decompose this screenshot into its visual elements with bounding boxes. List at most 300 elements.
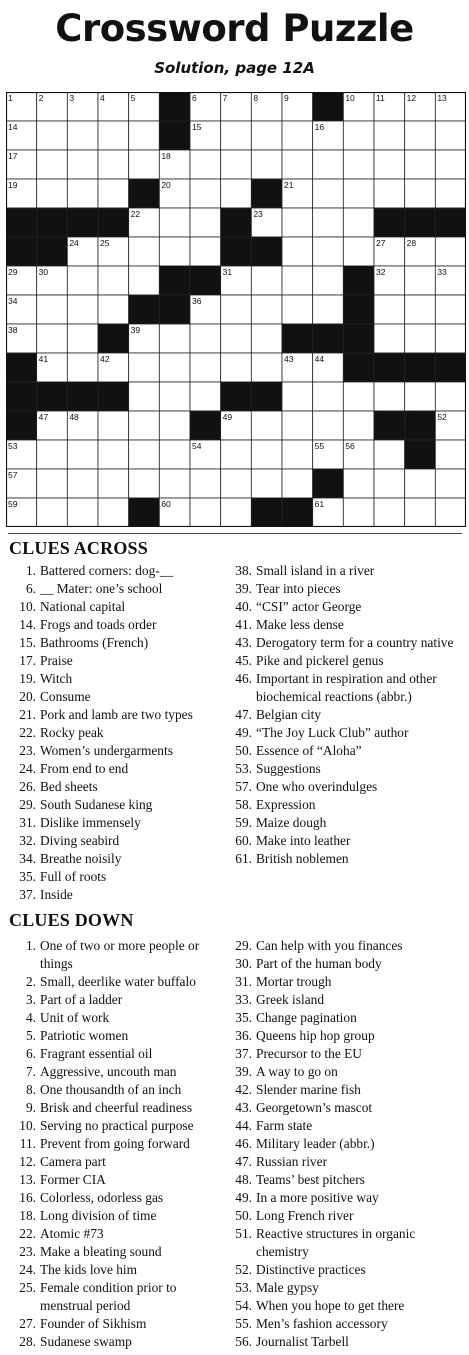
clue-text: Frogs and toads order bbox=[40, 617, 157, 632]
clue-item bbox=[226, 991, 466, 1009]
clue-text: Women’s undergarments bbox=[40, 743, 173, 758]
clue-item bbox=[0, 1333, 232, 1351]
grid-cell[interactable] bbox=[67, 121, 98, 150]
clue-number: 16. bbox=[19, 1190, 36, 1205]
grid-cell[interactable] bbox=[343, 498, 374, 527]
grid-cell[interactable] bbox=[405, 121, 436, 150]
clue-item bbox=[0, 1117, 232, 1135]
grid-cell[interactable] bbox=[374, 498, 405, 527]
cell-number: 40 bbox=[345, 325, 355, 335]
clue-number: 40. bbox=[235, 599, 252, 614]
clue-text: From end to end bbox=[40, 761, 129, 776]
grid-cell[interactable] bbox=[129, 121, 160, 150]
clue-item bbox=[0, 1063, 232, 1081]
grid-block bbox=[405, 440, 436, 469]
grid-cell[interactable] bbox=[282, 208, 313, 237]
grid-cell[interactable] bbox=[435, 440, 466, 469]
grid-cell[interactable] bbox=[251, 353, 282, 382]
clue-number: 20. bbox=[19, 689, 36, 704]
clue-item bbox=[0, 1099, 232, 1117]
clue-item bbox=[226, 796, 466, 814]
clue-number: 1. bbox=[25, 563, 36, 578]
grid-cell[interactable] bbox=[313, 266, 344, 295]
grid-cell[interactable] bbox=[98, 498, 129, 527]
cell-number: 9 bbox=[284, 93, 289, 103]
clue-text: Make into leather bbox=[256, 833, 351, 848]
grid-cell[interactable] bbox=[159, 208, 190, 237]
grid-block bbox=[343, 353, 374, 382]
clue-text: Founder of Sikhism bbox=[40, 1316, 147, 1331]
cell-number: 43 bbox=[284, 354, 294, 364]
grid-cell[interactable] bbox=[37, 121, 68, 150]
grid-cell[interactable] bbox=[282, 150, 313, 179]
grid-cell[interactable] bbox=[129, 150, 160, 179]
clue-item bbox=[226, 1297, 466, 1315]
clue-item bbox=[0, 1315, 232, 1333]
clue-number: 56. bbox=[235, 1334, 252, 1349]
clue-item bbox=[0, 1171, 232, 1189]
grid-cell[interactable] bbox=[67, 295, 98, 324]
clue-number: 27. bbox=[19, 1316, 36, 1331]
clue-text: “The Joy Luck Club” author bbox=[256, 725, 409, 740]
grid-cell[interactable] bbox=[159, 411, 190, 440]
clue-item bbox=[0, 598, 232, 616]
grid-block bbox=[159, 92, 190, 121]
grid-cell[interactable] bbox=[405, 382, 436, 411]
grid-cell[interactable] bbox=[67, 469, 98, 498]
grid-cell[interactable] bbox=[221, 295, 252, 324]
grid-cell[interactable] bbox=[374, 295, 405, 324]
cell-number: 46 bbox=[253, 383, 263, 393]
cell-number: 45 bbox=[100, 383, 110, 393]
grid-block bbox=[374, 353, 405, 382]
grid-cell[interactable] bbox=[435, 121, 466, 150]
grid-cell[interactable] bbox=[221, 469, 252, 498]
clue-text: Maize dough bbox=[256, 815, 327, 830]
grid-cell[interactable] bbox=[67, 150, 98, 179]
grid-block bbox=[251, 498, 282, 527]
grid-cell[interactable] bbox=[190, 208, 221, 237]
grid-cell[interactable] bbox=[313, 382, 344, 411]
grid-cell[interactable] bbox=[67, 440, 98, 469]
grid-cell[interactable] bbox=[67, 324, 98, 353]
grid-cell[interactable] bbox=[159, 353, 190, 382]
grid-cell[interactable] bbox=[190, 353, 221, 382]
clue-number: 53. bbox=[235, 761, 252, 776]
clue-number: 47. bbox=[235, 1154, 252, 1169]
clue-item bbox=[226, 778, 466, 796]
grid-cell[interactable] bbox=[435, 498, 466, 527]
crossword-grid[interactable] bbox=[6, 92, 466, 527]
grid-block bbox=[159, 266, 190, 295]
grid-cell[interactable] bbox=[190, 324, 221, 353]
clue-item bbox=[226, 580, 466, 598]
clue-number: 26. bbox=[19, 779, 36, 794]
clue-item bbox=[226, 652, 466, 670]
grid-block bbox=[129, 295, 160, 324]
cell-number: 36 bbox=[192, 296, 202, 306]
cell-number: 3 bbox=[69, 93, 75, 103]
grid-cell[interactable] bbox=[251, 469, 282, 498]
grid-cell[interactable] bbox=[190, 179, 221, 208]
clue-text: Distinctive practices bbox=[256, 1262, 366, 1277]
grid-cell[interactable] bbox=[313, 411, 344, 440]
grid-block bbox=[190, 411, 221, 440]
grid-cell[interactable] bbox=[374, 324, 405, 353]
grid-cell[interactable] bbox=[282, 469, 313, 498]
clue-text: A way to go on bbox=[256, 1064, 338, 1079]
clue-number: 46. bbox=[235, 671, 252, 686]
grid-block bbox=[313, 92, 344, 121]
grid-cell[interactable] bbox=[221, 150, 252, 179]
grid-cell[interactable] bbox=[405, 324, 436, 353]
cell-number: 14 bbox=[8, 122, 18, 132]
cell-number: 33 bbox=[437, 267, 447, 277]
grid-cell[interactable] bbox=[98, 150, 129, 179]
grid-block bbox=[6, 353, 37, 382]
clue-item bbox=[226, 634, 466, 652]
grid-cell[interactable] bbox=[67, 179, 98, 208]
clue-number: 10. bbox=[19, 599, 36, 614]
grid-cell[interactable] bbox=[221, 324, 252, 353]
clue-text: Small island in a river bbox=[256, 563, 375, 578]
clue-text: Essence of “Aloha” bbox=[256, 743, 362, 758]
cell-number: 24 bbox=[69, 238, 79, 248]
grid-block bbox=[6, 411, 37, 440]
grid-cell[interactable] bbox=[129, 469, 160, 498]
grid-cell[interactable] bbox=[313, 208, 344, 237]
grid-block bbox=[37, 208, 68, 237]
grid-block bbox=[67, 208, 98, 237]
clue-item bbox=[0, 562, 232, 580]
clue-item bbox=[226, 616, 466, 634]
clue-text: In a more positive way bbox=[256, 1190, 379, 1205]
clue-number: 37. bbox=[235, 1046, 252, 1061]
grid-cell[interactable] bbox=[98, 266, 129, 295]
clue-item bbox=[226, 1261, 466, 1279]
grid-cell[interactable] bbox=[313, 237, 344, 266]
clue-number: 50. bbox=[235, 1208, 252, 1223]
grid-cell[interactable] bbox=[405, 150, 436, 179]
clue-item bbox=[226, 562, 466, 580]
clue-text: British noblemen bbox=[256, 851, 349, 866]
grid-block bbox=[435, 353, 466, 382]
clue-number: 55. bbox=[235, 1316, 252, 1331]
grid-cell[interactable] bbox=[221, 121, 252, 150]
grid-block bbox=[435, 208, 466, 237]
clue-item bbox=[0, 1135, 232, 1153]
clue-item bbox=[226, 1171, 466, 1189]
cell-number: 13 bbox=[437, 93, 447, 103]
cell-number: 55 bbox=[314, 441, 325, 451]
grid-cell[interactable] bbox=[129, 411, 160, 440]
grid-cell[interactable] bbox=[221, 179, 252, 208]
clue-number: 12. bbox=[19, 1154, 36, 1169]
grid-cell[interactable] bbox=[374, 179, 405, 208]
clue-text: Part of the human body bbox=[256, 956, 382, 971]
cell-number: 35 bbox=[161, 296, 171, 306]
clue-item bbox=[226, 1207, 466, 1225]
clue-number: 13. bbox=[19, 1172, 36, 1187]
grid-cell[interactable] bbox=[282, 266, 313, 295]
grid-cell[interactable] bbox=[98, 411, 129, 440]
clue-text: Atomic #73 bbox=[40, 1226, 104, 1241]
clue-number: 39. bbox=[235, 1064, 252, 1079]
grid-block bbox=[129, 498, 160, 527]
grid-cell[interactable] bbox=[190, 237, 221, 266]
cell-number: 52 bbox=[437, 412, 447, 422]
grid-cell[interactable] bbox=[159, 324, 190, 353]
clue-text: One who overindulges bbox=[256, 779, 378, 794]
clue-item bbox=[0, 886, 232, 904]
grid-cell[interactable] bbox=[405, 469, 436, 498]
grid-cell[interactable] bbox=[98, 295, 129, 324]
clue-item bbox=[226, 1099, 466, 1117]
grid-block bbox=[221, 208, 252, 237]
grid-block bbox=[67, 382, 98, 411]
grid-cell[interactable] bbox=[190, 382, 221, 411]
clue-number: 39. bbox=[235, 581, 252, 596]
grid-cell[interactable] bbox=[343, 469, 374, 498]
clue-text: Men’s fashion accessory bbox=[256, 1316, 388, 1331]
grid-cell[interactable] bbox=[251, 295, 282, 324]
grid-cell[interactable] bbox=[343, 382, 374, 411]
cell-number: 41 bbox=[38, 354, 49, 364]
cell-number: 51 bbox=[406, 412, 417, 422]
grid-cell[interactable] bbox=[435, 469, 466, 498]
clue-item bbox=[226, 724, 466, 742]
grid-block bbox=[190, 266, 221, 295]
clue-text: Precursor to the EU bbox=[256, 1046, 362, 1061]
grid-cell[interactable] bbox=[159, 237, 190, 266]
grid-cell[interactable] bbox=[37, 150, 68, 179]
grid-cell[interactable] bbox=[190, 469, 221, 498]
grid-cell[interactable] bbox=[37, 324, 68, 353]
grid-cell[interactable] bbox=[251, 411, 282, 440]
clue-number: 24. bbox=[19, 1262, 36, 1277]
across-clues-column-2 bbox=[226, 562, 466, 868]
clue-number: 6. bbox=[25, 581, 36, 596]
grid-cell[interactable] bbox=[282, 121, 313, 150]
clue-text: “CSI” actor George bbox=[256, 599, 362, 614]
grid-cell[interactable] bbox=[190, 498, 221, 527]
grid-cell[interactable] bbox=[98, 121, 129, 150]
clue-text: Witch bbox=[40, 671, 73, 686]
clue-number: 53. bbox=[235, 1280, 252, 1295]
clue-text: Prevent from going forward bbox=[40, 1136, 190, 1151]
grid-block bbox=[159, 121, 190, 150]
grid-cell[interactable] bbox=[251, 266, 282, 295]
clue-item bbox=[0, 991, 232, 1009]
grid-cell[interactable] bbox=[159, 382, 190, 411]
grid-cell[interactable] bbox=[282, 440, 313, 469]
grid-block bbox=[6, 208, 37, 237]
clue-text: Georgetown’s mascot bbox=[256, 1100, 373, 1115]
clue-number: 52. bbox=[235, 1262, 252, 1277]
grid-cell[interactable] bbox=[98, 440, 129, 469]
grid-cell[interactable] bbox=[159, 469, 190, 498]
grid-cell[interactable] bbox=[343, 208, 374, 237]
clue-item bbox=[226, 1189, 466, 1207]
clue-number: 59. bbox=[235, 815, 252, 830]
clue-item bbox=[0, 688, 232, 706]
cell-number: 20 bbox=[161, 180, 171, 190]
cell-number: 19 bbox=[8, 180, 18, 190]
grid-cell[interactable] bbox=[129, 266, 160, 295]
clue-number: 58. bbox=[235, 797, 252, 812]
clue-item bbox=[226, 832, 466, 850]
clue-number: 60. bbox=[235, 833, 252, 848]
grid-cell[interactable] bbox=[221, 353, 252, 382]
cell-number: 56 bbox=[345, 441, 355, 451]
grid-cell[interactable] bbox=[313, 150, 344, 179]
clue-number: 14. bbox=[19, 617, 36, 632]
clue-number: 8. bbox=[25, 1082, 36, 1097]
cell-number: 38 bbox=[8, 325, 18, 335]
clue-text: Mortar trough bbox=[256, 974, 332, 989]
grid-cell[interactable] bbox=[343, 121, 374, 150]
grid-cell[interactable] bbox=[37, 469, 68, 498]
grid-cell[interactable] bbox=[374, 440, 405, 469]
grid-cell[interactable] bbox=[374, 382, 405, 411]
clue-text: Belgian city bbox=[256, 707, 322, 722]
clue-number: 51. bbox=[235, 1226, 252, 1241]
cell-number: 10 bbox=[345, 93, 355, 103]
grid-cell[interactable] bbox=[313, 179, 344, 208]
grid-cell[interactable] bbox=[435, 179, 466, 208]
cell-number: 8 bbox=[253, 93, 259, 103]
grid-cell[interactable] bbox=[405, 266, 436, 295]
clue-number: 24. bbox=[19, 761, 36, 776]
clue-item bbox=[226, 706, 466, 724]
grid-cell[interactable] bbox=[190, 150, 221, 179]
grid-cell[interactable] bbox=[435, 324, 466, 353]
clue-text: Farm state bbox=[256, 1118, 313, 1133]
clue-number: 43. bbox=[235, 635, 252, 650]
grid-cell[interactable] bbox=[129, 382, 160, 411]
grid-cell[interactable] bbox=[37, 295, 68, 324]
clue-number: 42. bbox=[235, 1082, 252, 1097]
cell-number: 30 bbox=[38, 267, 49, 277]
grid-cell[interactable] bbox=[37, 179, 68, 208]
clue-item bbox=[0, 850, 232, 868]
clue-text: Greek island bbox=[256, 992, 325, 1007]
grid-block bbox=[343, 266, 374, 295]
grid-cell[interactable] bbox=[374, 469, 405, 498]
grid-cell[interactable] bbox=[435, 382, 466, 411]
grid-cell[interactable] bbox=[67, 266, 98, 295]
grid-cell[interactable] bbox=[282, 382, 313, 411]
grid-cell[interactable] bbox=[435, 237, 466, 266]
grid-block bbox=[221, 382, 252, 411]
clue-number: 57. bbox=[235, 779, 252, 794]
clue-number: 32. bbox=[19, 833, 36, 848]
grid-cell[interactable] bbox=[98, 179, 129, 208]
grid-cell[interactable] bbox=[405, 179, 436, 208]
clue-text: Aggressive, uncouth man bbox=[40, 1064, 177, 1079]
grid-cell[interactable] bbox=[405, 498, 436, 527]
clue-text: Inside bbox=[40, 887, 73, 902]
grid-cell[interactable] bbox=[129, 353, 160, 382]
clue-item bbox=[0, 832, 232, 850]
clue-text: Brisk and cheerful readiness bbox=[40, 1100, 193, 1115]
clue-number: 21. bbox=[19, 707, 36, 722]
clue-item bbox=[0, 1081, 232, 1099]
grid-cell[interactable] bbox=[374, 121, 405, 150]
grid-cell[interactable] bbox=[37, 440, 68, 469]
grid-cell[interactable] bbox=[343, 237, 374, 266]
clue-text: Pork and lamb are two types bbox=[40, 707, 193, 722]
clue-number: 35. bbox=[19, 869, 36, 884]
clue-text: Diving seabird bbox=[40, 833, 120, 848]
grid-cell[interactable] bbox=[98, 469, 129, 498]
grid-block bbox=[405, 208, 436, 237]
grid-cell[interactable] bbox=[251, 440, 282, 469]
grid-cell[interactable] bbox=[221, 498, 252, 527]
grid-cell[interactable] bbox=[67, 498, 98, 527]
grid-cell[interactable] bbox=[251, 324, 282, 353]
clue-number: 3. bbox=[25, 992, 36, 1007]
grid-cell[interactable] bbox=[129, 440, 160, 469]
grid-cell[interactable] bbox=[343, 411, 374, 440]
cell-number: 50 bbox=[376, 412, 386, 422]
grid-cell[interactable] bbox=[221, 440, 252, 469]
clue-text: Breathe noisily bbox=[40, 851, 122, 866]
grid-cell[interactable] bbox=[435, 295, 466, 324]
clue-item bbox=[0, 1153, 232, 1171]
grid-cell[interactable] bbox=[343, 179, 374, 208]
clue-item bbox=[226, 937, 466, 955]
grid-cell[interactable] bbox=[435, 150, 466, 179]
clue-item bbox=[0, 1279, 232, 1315]
clue-number: 9. bbox=[25, 1100, 36, 1115]
grid-cell[interactable] bbox=[129, 237, 160, 266]
grid-cell[interactable] bbox=[374, 150, 405, 179]
clue-item bbox=[0, 760, 232, 778]
clue-text: The kids love him bbox=[40, 1262, 138, 1277]
grid-block bbox=[282, 324, 313, 353]
grid-cell[interactable] bbox=[282, 411, 313, 440]
cell-number: 54 bbox=[192, 441, 202, 451]
clue-number: 33. bbox=[235, 992, 252, 1007]
across-heading: CLUES ACROSS bbox=[9, 538, 148, 558]
clue-number: 31. bbox=[235, 974, 252, 989]
grid-cell[interactable] bbox=[405, 295, 436, 324]
grid-block bbox=[221, 237, 252, 266]
grid-cell[interactable] bbox=[343, 150, 374, 179]
cell-number: 32 bbox=[376, 267, 386, 277]
cell-number: 21 bbox=[284, 180, 294, 190]
cell-number: 53 bbox=[8, 441, 18, 451]
grid-cell[interactable] bbox=[67, 353, 98, 382]
section-divider bbox=[8, 533, 462, 534]
grid-cell[interactable] bbox=[251, 121, 282, 150]
grid-cell[interactable] bbox=[282, 237, 313, 266]
grid-cell[interactable] bbox=[313, 295, 344, 324]
grid-cell[interactable] bbox=[159, 440, 190, 469]
cell-number: 27 bbox=[376, 238, 386, 248]
grid-cell[interactable] bbox=[251, 150, 282, 179]
clue-item bbox=[0, 1045, 232, 1063]
grid-block bbox=[6, 382, 37, 411]
cell-number: 7 bbox=[222, 93, 228, 103]
grid-cell[interactable] bbox=[37, 498, 68, 527]
clue-text: Long French river bbox=[256, 1208, 354, 1223]
clue-item bbox=[0, 652, 232, 670]
grid-block bbox=[6, 237, 37, 266]
grid-cell[interactable] bbox=[282, 295, 313, 324]
clue-text: Colorless, odorless gas bbox=[40, 1190, 164, 1205]
